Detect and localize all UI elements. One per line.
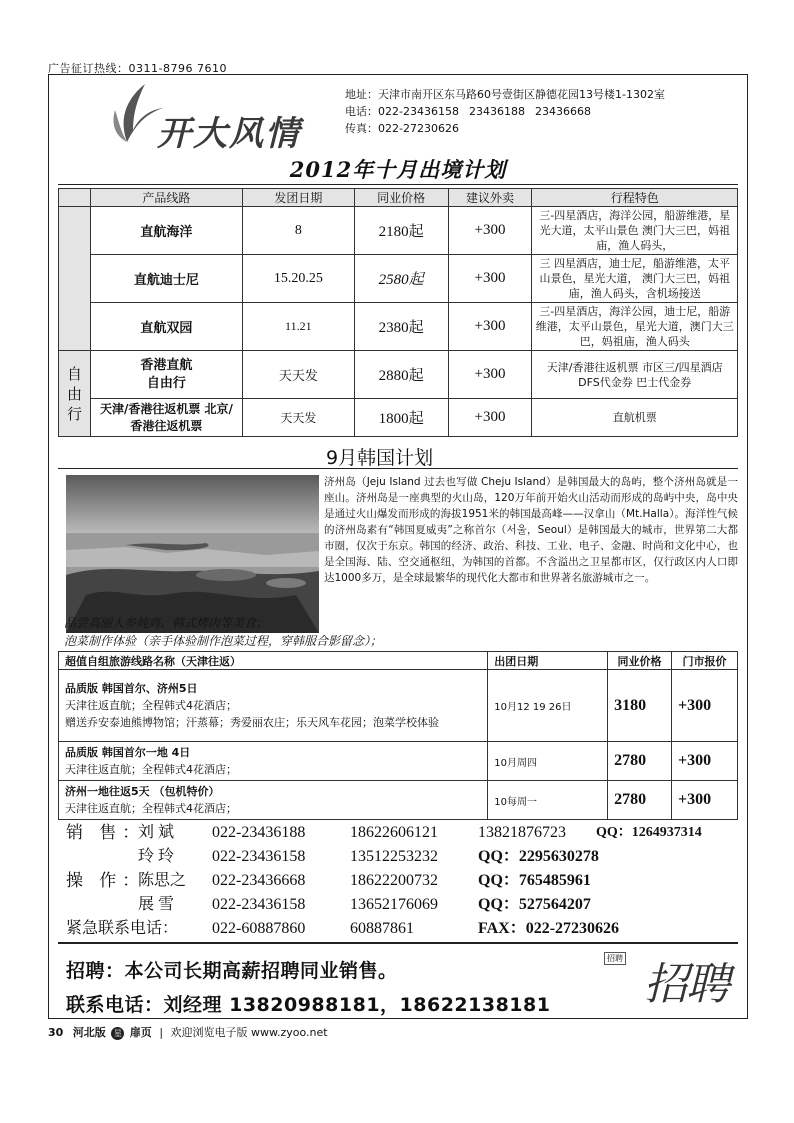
stamp-calligraphy: 招聘	[644, 959, 728, 1010]
table-header-row	[59, 652, 738, 670]
phone-3: 23436668	[534, 105, 591, 118]
emergency-fax: FAX：022-27230626	[478, 920, 620, 937]
food-line-1: 品尝高丽人参炖鸡、韩式烤肉等美食；	[64, 616, 269, 630]
trade-price: 3180	[608, 670, 672, 742]
depart-date: 10每周一	[488, 781, 608, 820]
price: 1800起	[354, 399, 448, 437]
page-number: 30	[48, 1026, 64, 1039]
contact-name: 展 雪	[138, 896, 175, 913]
date: 11.21	[242, 303, 354, 351]
recruit-line-1: 招聘：本公司长期高薪招聘同业销售。	[66, 960, 398, 982]
header-blank	[59, 189, 91, 207]
contact-row	[66, 821, 746, 845]
table-header-row	[59, 189, 738, 207]
hk-plan-table	[58, 188, 738, 437]
price: 2580起	[354, 255, 448, 303]
depart-date: 10月周四	[488, 742, 608, 781]
header-route-name: 超值自组旅游线路名称（天津往返）	[59, 652, 488, 670]
table-row	[59, 670, 738, 742]
table-row	[59, 781, 738, 820]
suggest: +300	[448, 351, 532, 399]
price: 2380起	[354, 303, 448, 351]
price: 2880起	[354, 351, 448, 399]
badge-icon: 星	[111, 1027, 124, 1040]
feature: 三-四星酒店，海洋公园，迪士尼，船游维港，太平山景色，星光大道，澳门大三巴，妈祖庙，渔人码头	[532, 303, 738, 351]
korea-title-bar	[58, 441, 738, 471]
suggest: +300	[448, 303, 532, 351]
table-row	[59, 351, 738, 399]
phone-label: 电话：	[345, 105, 378, 118]
company-logo	[105, 80, 345, 154]
header-route: 产品线路	[90, 189, 242, 207]
header-date: 发团日期	[242, 189, 354, 207]
suggest: +300	[448, 399, 532, 437]
jeju-coast-photo	[66, 475, 319, 633]
feature: 三 四星酒店，迪士尼，船游维港，太平山景色，星光大道， 澳门大三巴，妈祖庙，渔人码头，含机场接送	[532, 255, 738, 303]
phone-2: 23436188	[468, 105, 525, 118]
section-divider	[58, 942, 738, 944]
header-retail-price: 门市报价	[672, 652, 738, 670]
date: 8	[242, 207, 354, 255]
side-label	[59, 351, 91, 437]
table-row	[59, 399, 738, 437]
ad-hotline: 广告征订热线：0311-8796 7610	[48, 62, 227, 75]
sales-contacts	[66, 821, 746, 941]
address: 地址：天津市南开区东马路60号壹街区静德花园13号楼1-1302室	[345, 88, 665, 101]
contact-row	[66, 893, 746, 917]
date: 天天发	[242, 351, 354, 399]
route-text: 香港直航 自由行	[140, 357, 193, 391]
korea-plan-table	[58, 651, 738, 820]
edition: 河北版	[72, 1026, 106, 1039]
date: 天天发	[242, 399, 354, 437]
header-feature: 行程特色	[532, 189, 738, 207]
contact-qq: QQ：527564207	[478, 896, 591, 913]
suggest: +300	[448, 255, 532, 303]
price: 2180起	[354, 207, 448, 255]
emergency-label: 紧急联系电话：	[66, 920, 179, 937]
contact-mobile: 18622200732	[350, 872, 438, 889]
contact-qq: QQ：765485961	[478, 872, 591, 889]
route-desc	[59, 742, 488, 781]
depart-date: 10月12 19 26日	[488, 670, 608, 742]
route	[90, 351, 242, 399]
contact-qq: QQ：1264937314	[596, 825, 702, 840]
table-row	[59, 303, 738, 351]
route-desc-1: 天津往返直航；全程韩式4花酒店；	[65, 802, 237, 815]
contact-name: 刘 斌	[138, 824, 175, 841]
emergency-row	[66, 917, 746, 941]
food-line-2: 泡菜制作体验（亲手体验制作泡菜过程，穿韩服合影留念）；	[64, 634, 383, 648]
retail-price: +300	[672, 781, 738, 820]
contact-extra: 13821876723	[478, 824, 566, 841]
contact-name: 玲 玲	[138, 848, 175, 865]
side-label-text: 自由行	[66, 364, 82, 423]
logo-text: 开大风情	[157, 114, 301, 154]
plan-title-bar	[58, 154, 738, 184]
contact-mobile: 18622606121	[350, 824, 438, 841]
route	[90, 399, 242, 437]
emergency-short: 60887861	[350, 920, 414, 937]
header-price: 同业价格	[354, 189, 448, 207]
contact-tel: 022-23436158	[212, 896, 306, 913]
header-trade-price: 同业价格	[608, 652, 672, 670]
stamp-seal: 招聘	[604, 952, 626, 965]
contact-tel: 022-23436668	[212, 872, 306, 889]
table-row	[59, 255, 738, 303]
emergency-tel: 022-60887860	[212, 920, 306, 937]
fax: 传真：022-27230626	[345, 122, 459, 135]
header-depart-date: 出团日期	[488, 652, 608, 670]
company-contact	[345, 86, 665, 137]
sales-role: 销 售：	[66, 823, 146, 842]
trade-price: 2780	[608, 781, 672, 820]
contact-row	[66, 869, 746, 893]
suggest: +300	[448, 207, 532, 255]
route-desc-1: 天津往返直航；全程韩式4花酒店；	[65, 699, 237, 712]
footer-text: 欢迎浏览电子版 www.zyoo.net	[170, 1026, 328, 1039]
route-desc-2: 赠送乔安泰迪熊博物馆；汗蒸幕；秀爱丽农庄；乐天风车花园；泡菜学校体验	[65, 716, 439, 729]
phone-1: 022-23436158	[378, 105, 459, 118]
ops-role: 操 作：	[66, 871, 146, 890]
page-footer: 30 河北版 星 扉页 | 欢迎浏览电子版 www.zyoo.net	[48, 1026, 328, 1039]
feature: 三-四星酒店，海洋公园，船游维港，星光大道，太平山景色 澳门大三巴，妈祖庙，渔人码头，	[532, 207, 738, 255]
feature: 天津/香港往返机票 市区三/四星酒店 DFS代金券 巴士代金券	[532, 351, 738, 399]
recruit-line-2: 联系电话：刘经理 13820988181，18622138181	[66, 994, 551, 1016]
route-desc-1: 天津往返直航；全程韩式4花酒店；	[65, 763, 237, 776]
retail-price: +300	[672, 742, 738, 781]
food-notes	[64, 614, 382, 650]
route-name: 济州一地往返5天 （包机特价）	[65, 785, 220, 798]
contact-name: 陈思之	[138, 872, 187, 889]
contact-mobile: 13652176069	[350, 896, 438, 913]
date: 15.20.25	[242, 255, 354, 303]
route-text: 天津/香港往返机票 北京/香港往返机票	[99, 401, 233, 433]
side-blank	[59, 207, 91, 351]
section-name: 扉页	[129, 1026, 152, 1039]
contact-tel: 022-23436188	[212, 824, 306, 841]
feature: 直航机票	[532, 399, 738, 437]
contact-mobile: 13512253232	[350, 848, 438, 865]
phone-row	[345, 103, 665, 120]
route-desc	[59, 670, 488, 742]
recruitment-notice	[66, 954, 550, 1022]
table-row	[59, 207, 738, 255]
route-desc	[59, 781, 488, 820]
korea-title: 9月韩国计划	[326, 447, 434, 469]
contact-tel: 022-23436158	[212, 848, 306, 865]
plan-title: 2012年十月出境计划	[289, 157, 507, 182]
route-name: 品质版 韩国首尔一地 4日	[65, 746, 191, 759]
route: 直航迪士尼	[90, 255, 242, 303]
retail-price: +300	[672, 670, 738, 742]
korea-intro-text: 济州岛（Jeju Island 过去也写做 Cheju Island）是韩国最大的岛屿，整个济州岛就是一座山。济州岛是一座典型的火山岛，120万年前开始火山活动而形成的岛屿中央，岛中央是通过火山爆发而形成的海拔1951米的韩国最高峰——汉拿山（Mt.Halla）。海洋性气候的济州岛素有“韩国夏威夷”之称首尔（서울，Seoul）是韩国最大的城市，世界第二大都市圈，仅次于东京。韩国的经济、政治、科技、工业、电子、金融、时尚和文化中心，也是全国海、陆、空交通枢纽，为韩国的首都。不含溢出之卫星都市区，仅行政区内人口即达1000多万，是全球最繁华的现代化大都市和世界著名旅游城市之一。	[324, 476, 738, 584]
route-name: 品质版 韩国首尔、济州5日	[65, 682, 198, 695]
table-row	[59, 742, 738, 781]
contact-qq: QQ：2295630278	[478, 848, 599, 865]
route: 直航双园	[90, 303, 242, 351]
contact-row	[66, 845, 746, 869]
header-suggest: 建议外卖	[448, 189, 532, 207]
trade-price: 2780	[608, 742, 672, 781]
recruit-stamp	[604, 948, 734, 1018]
route: 直航海洋	[90, 207, 242, 255]
